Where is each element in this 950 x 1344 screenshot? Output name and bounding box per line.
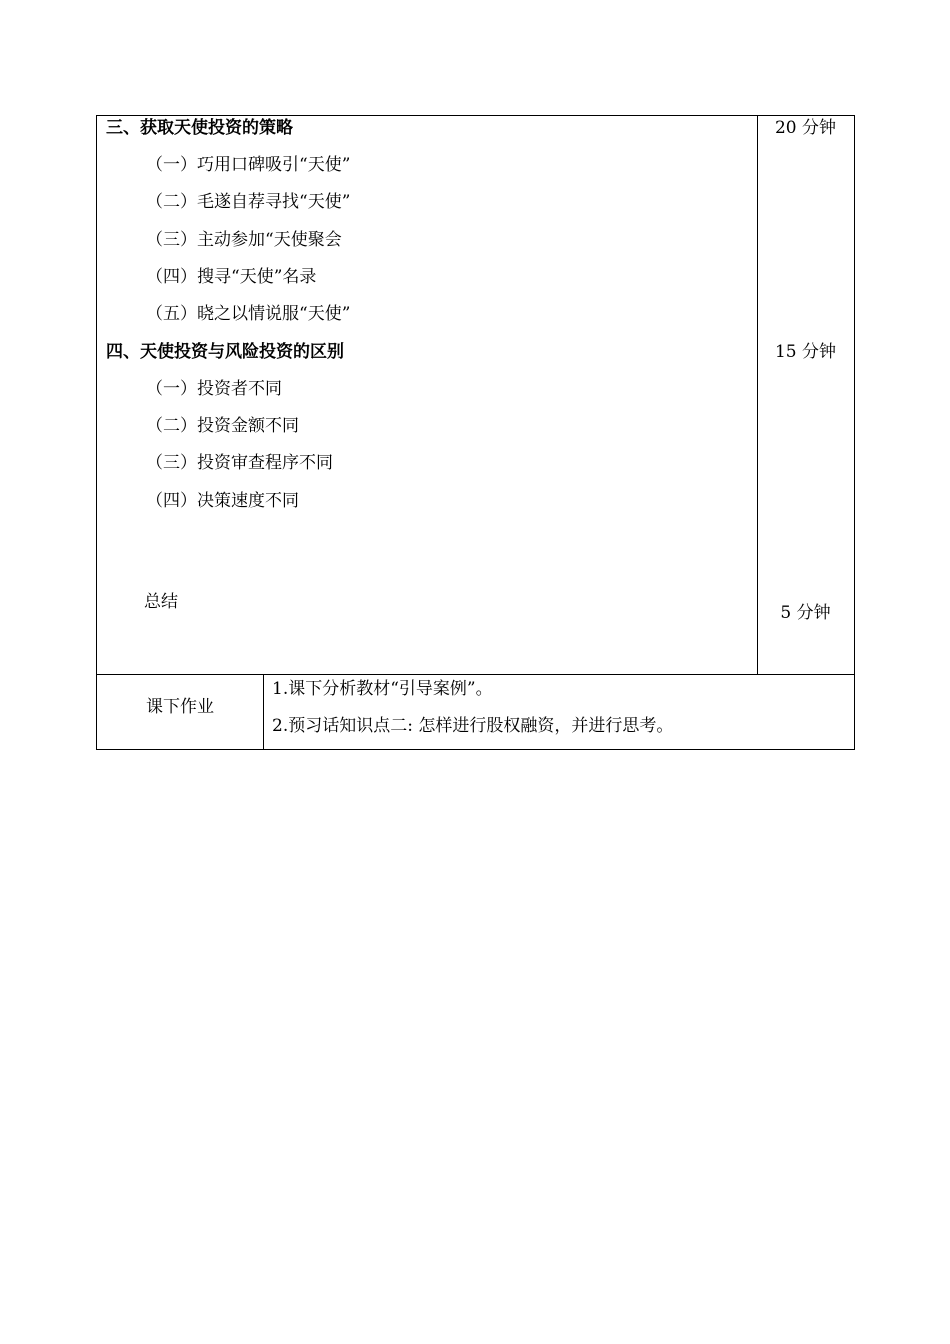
section-three-item-4: （四）搜寻“天使”名录 bbox=[146, 267, 317, 287]
section-three-item-2: （二）毛遂自荐寻找“天使” bbox=[146, 192, 351, 212]
section-four-title: 四、天使投资与风险投资的区别 bbox=[106, 342, 344, 362]
homework-item-1: 1.课下分析教材“引导案例”。 bbox=[272, 679, 493, 699]
homework-label: 课下作业 bbox=[146, 697, 214, 717]
section-four-item-1: （一）投资者不同 bbox=[146, 379, 282, 399]
section-three-item-3: （三）主动参加“天使聚会 bbox=[146, 230, 342, 250]
homework-item-2: 2.预习话知识点二: 怎样进行股权融资，并进行思考。 bbox=[272, 716, 674, 736]
section-three-time: 20 分钟 bbox=[774, 118, 837, 138]
section-four-item-3: （三）投资审查程序不同 bbox=[146, 453, 333, 473]
time-cell bbox=[757, 115, 855, 675]
section-three-title: 三、获取天使投资的策略 bbox=[106, 118, 293, 138]
summary-time: 5 分钟 bbox=[780, 603, 831, 623]
section-four-item-4: （四）决策速度不同 bbox=[146, 491, 299, 511]
section-four-item-2: （二）投资金额不同 bbox=[146, 416, 299, 436]
section-four-time: 15 分钟 bbox=[774, 342, 837, 362]
section-three-item-1: （一）巧用口碑吸引“天使” bbox=[146, 155, 351, 175]
section-three-item-5: （五）晓之以情说服“天使” bbox=[146, 304, 351, 324]
summary-label: 总结 bbox=[144, 592, 178, 612]
